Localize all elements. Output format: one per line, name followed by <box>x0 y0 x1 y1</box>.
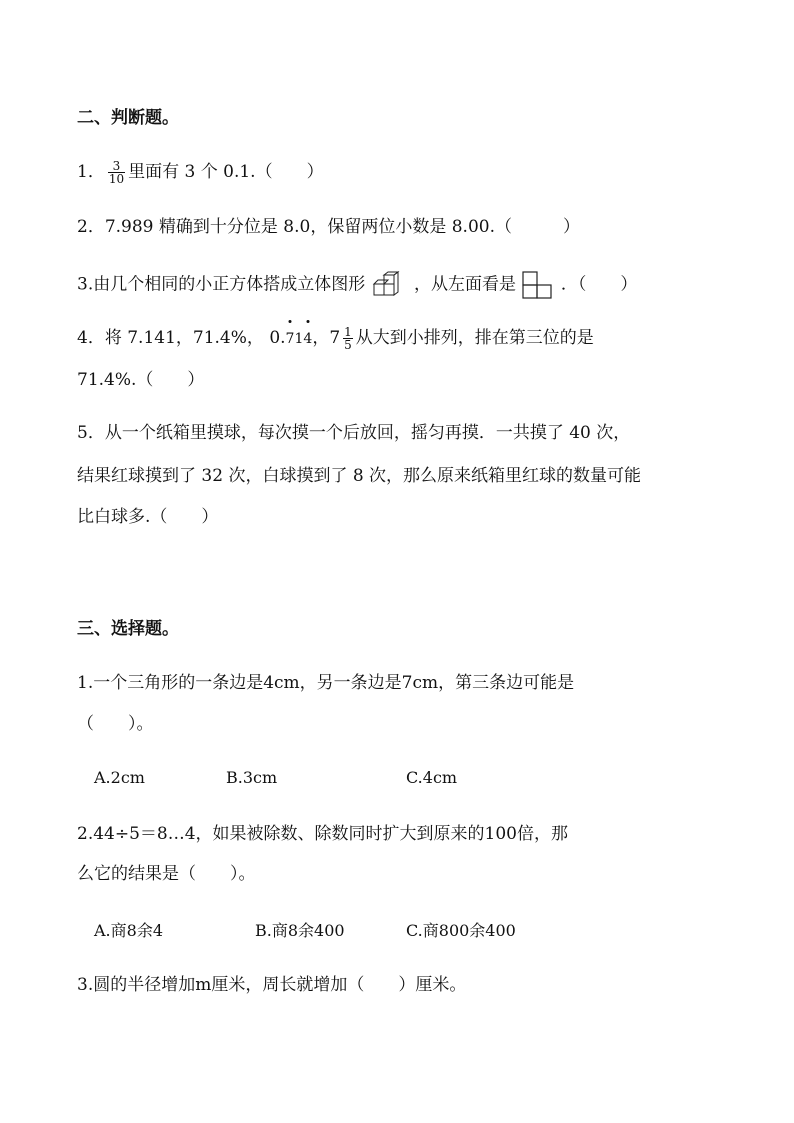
question-text: 4．将 7.141，71.4%， <box>77 328 264 348</box>
question-2-1 <box>77 160 324 185</box>
left-view-grid-icon <box>521 270 555 300</box>
fraction-denominator: 10 <box>108 172 125 186</box>
digit: 4 <box>303 331 313 347</box>
decimal-digit: 0. <box>269 328 286 348</box>
question-3-1-line2: （ ）。 <box>77 714 154 734</box>
fraction-denominator: 5 <box>344 338 352 352</box>
option-c: C.4cm <box>406 768 458 787</box>
question-text-a: 由几个相同的小正方体搭成立体图形 <box>93 274 366 295</box>
option-b: B.3cm <box>226 768 278 787</box>
question-2-5-line3: 比白球多.（ ） <box>77 507 219 527</box>
question-2-5-line2: 结果红球摸到了 32 次，白球摸到了 8 次，那么原来纸箱里红球的数量可能 <box>77 466 642 486</box>
question-3-2-line1: 2.44÷5＝8…4，如果被除数、除数同时扩大到原来的100倍，那 <box>77 824 568 844</box>
section-heading-choice: 三、选择题。 <box>77 619 179 639</box>
question-number: 3. <box>77 274 94 295</box>
repeat-dot <box>306 320 309 323</box>
option-a: A.商8余4 <box>94 921 164 940</box>
fraction <box>108 160 125 185</box>
question-3-1-line1: 1.一个三角形的一条边是4cm，另一条边是7cm，第三条边可能是 <box>77 673 575 693</box>
cube-stack-icon <box>371 271 409 299</box>
question-2-4-line2: 71.4%.（ ） <box>77 370 205 390</box>
question-number: 1． <box>77 162 105 182</box>
repeating-digit <box>286 327 295 351</box>
fraction <box>343 326 353 351</box>
digit: 1 <box>294 331 304 347</box>
question-text: 里面有 3 个 0.1.（ ） <box>128 162 324 182</box>
fraction-numerator: 1 <box>344 325 352 339</box>
repeating-decimal <box>269 328 312 348</box>
option-b: B.商8余400 <box>255 921 345 940</box>
question-text-b: ，从左面看是 <box>414 274 517 295</box>
question-2-5-line1: 5．从一个纸箱里摸球，每次摸一个后放回，摇匀再摸．一共摸了 40 次， <box>77 423 631 443</box>
digit: 7 <box>285 331 295 347</box>
question-3-3: 3.圆的半径增加m厘米，周长就增加（ ）厘米。 <box>77 975 467 995</box>
repeat-dot <box>289 320 292 323</box>
mixed-number-whole: 7 <box>329 328 341 348</box>
question-3-2-line2: 么它的结果是（ ）。 <box>77 864 256 884</box>
question-2-4-line1 <box>77 326 594 351</box>
separator: ， <box>312 328 330 348</box>
question-2-3 <box>77 270 637 300</box>
fraction-numerator: 3 <box>108 160 125 173</box>
section-heading-judgement: 二、判断题。 <box>77 108 179 128</box>
question-text: 从大到小排列，排在第三位的是 <box>355 328 594 348</box>
repeating-digit <box>303 327 312 351</box>
option-c: C.商800余400 <box>406 921 516 940</box>
question-text-c: ．（ ） <box>560 274 638 295</box>
question-2-2: 2．7.989 精确到十分位是 8.0，保留两位小数是 8.00.（ ） <box>77 217 580 237</box>
option-a: A.2cm <box>94 768 145 787</box>
